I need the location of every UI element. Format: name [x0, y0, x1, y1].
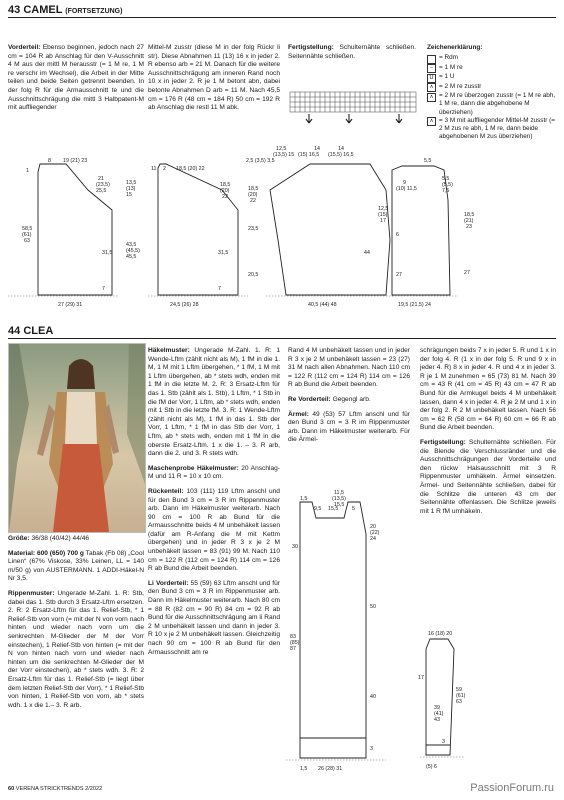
label: 39	[434, 705, 440, 711]
label: 43,5	[126, 242, 137, 248]
legend-title: Zeichenerklärung:	[427, 44, 483, 51]
section-header-43: 43 CAMEL (FORTSETZUNG)	[8, 4, 123, 16]
label: 24	[370, 536, 376, 542]
clea-right-text-1: Rand 4 M unbehäkelt lassen und in jeder R 3 x je 2 M unbehäkelt lassen = 23 (27) 31 M nach allen Abnahmen. Nach 110 cm = 122 R (112 cm = 124 R) 114 cm = 126 R ab Bund die Arbeit beenden. Re Vorderteil: Gegengl arb. Ärmel: 49 (53) 57 Lftm anschl und für den Bund 3 cm = 3 R im Rippenmuster arb. Dann im Häkelmuster weiterarb. Für die Ärmel-	[288, 347, 410, 444]
label: 3	[442, 739, 445, 745]
label: 11	[151, 166, 157, 172]
section-header-44: 44 CLEA	[8, 325, 54, 337]
label: 44	[364, 250, 370, 256]
label: 1	[26, 168, 29, 174]
label: (15,5) 16,5	[328, 152, 354, 158]
legend-item: ∧ = 2 M re zusstr	[427, 83, 559, 93]
legend-item: = Rdm	[427, 54, 559, 64]
label: 23,5	[248, 226, 259, 232]
label: 5	[352, 506, 355, 512]
label: 1,5	[300, 496, 308, 502]
label: 16 (18) 20	[428, 631, 453, 637]
label: 8	[48, 158, 51, 164]
selvedge-icon	[427, 55, 436, 64]
label: 3	[370, 746, 373, 752]
legend-item: – = 1 M re	[427, 64, 559, 74]
page-footer: 60 VERENA STRICKTRENDS 2/2022	[8, 786, 103, 792]
label: 19 (21) 23	[63, 158, 88, 164]
legend-item: U = 1 U	[427, 73, 559, 83]
vorderteil-text: Vorderteil: Ebenso beginnen, jedoch nach 27 cm = 104 R ab Anschlag für den V-Ausschnitt 4 M aus der mittl M herausstr (= 1 M re, 1 M re verschr im Wechsel), die Arbeit in der Mitte teilen und beide Seiten getrennt beenden. In der folg R für die Armausschnitt te und die Ausschnittschrägung die mittl 3 Halbpatent-M mit auffliegender	[8, 44, 144, 112]
label: 22	[250, 198, 256, 204]
label: 40,5 (44) 48	[308, 302, 337, 308]
clea-mid-text	[148, 347, 280, 657]
knit-stitch-icon: –	[427, 64, 436, 73]
watermark: PassionForum.ru	[470, 782, 554, 794]
re-vorderteil-text: Re Vorderteil: Gegengl arb.	[288, 395, 371, 403]
haekelmuster-text: Häkelmuster: Ungerade M-Zahl. 1. R: 1 Wende-Lftm (zählt nicht als M), 1 fM in die 1. M, 1 M mit 1 Lftm übergehen, * 1 fM, 1 M mit 1 Lftm übergehen, ab * stets wdh, enden mit 1 fM in die letzte M. 2. R: 3 Ersatz-Lftm für das 1. Stb (zählt als 1. Stb), 1 Lftm, * 1 Stb in die fM der Vorr, 1 Lftm, ab * stets wdh, enden mit 1 Stb in die letzte fM. 3. R: 1 Wende-Lftm (zählt nicht als M), 1 fM in das 1. Stb der Vorr, 1 Lftm, * 1 fM in das Stb der Vorr, 1 Lftm, ab * stets wdh, enden mit 1 fM in die oberste Ersatz-Lftm. 1 x die 1. – 3. R arb, dann die 2. und 3. R stets wdh.	[148, 347, 280, 458]
label: (13,5)	[332, 496, 346, 502]
vorderteil-text-cont: Mittel-M zusstr (diese M in der folg Rückr li str). Diese Abnahmen 11 (13) 16 x in jeder 2. R ebenso arb = 21 M. Danach für die weitere Ausschnittschrägung am inneren Rand noch 10 x in jeder 2. R je 1 M betont abn, dabei betonte Abnahmen D arb = 11 M. Nach 45,5 cm = 176 R (48 cm = 184 R) 50 cm = 192 R ab Anschlag die restl 11 M abk.	[148, 44, 280, 112]
label: 9,5	[314, 506, 322, 512]
label: 19,5 (21,5) 24	[398, 302, 431, 308]
label: 63	[456, 699, 462, 705]
legend	[427, 44, 559, 141]
label: (15)	[378, 212, 388, 218]
camel-schematics	[8, 146, 560, 320]
yarn-over-icon: U	[427, 74, 436, 83]
label: 26 (28) 31	[318, 766, 343, 772]
label: 30	[292, 544, 298, 550]
label: 12,5	[378, 206, 389, 212]
label: (61)	[456, 693, 466, 699]
label: 43	[434, 717, 440, 723]
label: 13,5	[126, 180, 137, 186]
rippenmuster-text: Rippenmuster: Ungerade M-Zahl. 1. R: Stb, dabei das 1. Stb durch 3 Ersatz-Lftm ersetzen. 2. R: 2 Ersatz-Lftm für das 1. Relief-Stb, * 1 Relief-Stb von vorn (= mit der N von vorn nach hinten und wieder nach vorn um die senkrechten M-Glieder der M der Vorr einstechen), 1 Relief-Stb von hinten (= mit der N von hinten nach vorn und wieder nach hinten um die senkrechten M-Glieder der M der Vorr einstechen), ab * stets wdh. 3. R: 2 Ersatz-Lftm für das 1. Relief-Stb (= liegt über dem letzten Relief-Stb der Vorr), * 1 Relief-Stb von hinten, 1 Relief-Stb von vorn, ab * stets wdh. 1 x die 1.– 3. R arb.	[8, 589, 144, 709]
label: (41)	[434, 711, 444, 717]
clea-sleeve-schematic	[420, 625, 500, 780]
label: 5,5	[424, 158, 432, 164]
cdd-icon: ∧	[427, 117, 436, 126]
fertigstellung-text-44: Fertigstellung: Schulternähte schließen. Für die Blende die Verschlussränder und die Ausschnittschrägungen der Vorderteile und den rückw Halsausschnitt mit 3 R Rippenmuster umhäkeln. Ärmel einsetzen. Ärmel- und Seitennähte schließen, dabei für die Schlitze die unteren 43 cm der Seitennähte offenlassen. Die Schlitze jeweils mit 1 R fM umhäkeln.	[420, 438, 556, 515]
li-vorderteil-text: Li Vorderteil: 55 (59) 63 Lftm anschl und für den Bund 3 cm = 3 R im Rippenmuster arb. Dann im Häkelmuster weiterarb. Nach 80 cm = 88 R (82 cm = 90 R) 84 cm = 92 R ab Bund für die Ausschnittschrägung am li Rand 2 M unbehäkelt lassen und dann in jeder 3. R 10 x je 2 M unbehäkelt lassen. Gleichzeitig nach 90 cm = 100 R ab Bund für den Armausschnitt am re	[148, 579, 280, 656]
label: 15,5	[334, 502, 345, 508]
maschenprobe-text: Maschenprobe Häkelmuster: 20 Anschlag-M und 11 R = 10 x 10 cm.	[148, 464, 280, 481]
model-photo	[8, 343, 146, 533]
clea-left-text	[8, 535, 144, 710]
label: (5) 6	[426, 764, 437, 770]
label: 25,5	[96, 188, 107, 194]
label: (23,5)	[96, 182, 110, 188]
label: (13,5) 15	[273, 152, 295, 158]
label: 7	[218, 286, 221, 292]
label: 1,5	[300, 766, 308, 772]
clea-right-text-2: schrägungen beids 7 x in jeder 5. R und 1 x in der folg 4. R (1 x in der folg 5. R und 9 x in jeder 4. R) 8 x in jeder 4. R und 4 x in jeder 3. R je 1 M zunehmen = 65 (73) 81 M. Nach 39 cm = 43 R (41 cm = 45 R) 43 cm = 47 R ab Bund für die Armkugel beids 4 M unbehäkelt lassen, dann 4 x in jeder 4. R je 2 M und 1 x in der folg 2. R 2 M unbehäkelt lassen. Nach 56 cm = 62 R (58 cm = 64 R) 60 cm = 66 R ab Bund die Arbeit beenden. Fertigstellung: Schulternähte schließen. Für die Blende die Verschlussränder und die Ausschnittschrägungen der Vorderteile und den rückw Halsausschnitt mit 3 R Rippenmuster umhäkeln. Ärmel einsetzen. Ärmel- und Seitennähte schließen, dabei für die Schlitze die unteren 43 cm der Seitennähte offenlassen. Die Schlitze jeweils mit 1 R fM umhäkeln.	[420, 347, 556, 515]
label: 27	[464, 270, 470, 276]
label: 17	[380, 218, 386, 224]
label: (45,5)	[126, 248, 140, 254]
label: 50	[370, 604, 376, 610]
label: (15) 16,5	[298, 152, 320, 158]
legend-item: ∧ = 3 M mit auffliegender Mittel-M zusstr (= 2 M zus re abh, 1 M re, dann beide abgehobenen M zus überziehen)	[427, 117, 559, 142]
label: 31,5	[218, 250, 229, 256]
label: 23	[466, 224, 472, 230]
label: 20,5	[248, 272, 259, 278]
label: (5,5)	[442, 182, 453, 188]
label: 14	[314, 146, 320, 152]
label: 6	[396, 232, 399, 238]
label: 59	[456, 687, 462, 693]
label: 87	[290, 646, 296, 652]
label: 45,5	[126, 254, 137, 260]
ssk-icon: ∧	[427, 93, 436, 102]
label: 5,5	[442, 176, 450, 182]
label: 27	[396, 272, 402, 278]
rueckenteil-text: Rückenteil: 103 (111) 119 Lftm anschl und für den Bund 3 cm = 3 R im Rippenmuster arb. Dann im Häkelmuster weiterarb. Nach 90 cm = 100 R ab Bund für die Armausschnitte beids 4 M unbehäkelt lassen (dafür am R-Anfang die M mit Kettm übergehen) und in jeder R 3 x je 2 M unbehäkelt lassen = 83 (91) 99 M. Nach 110 cm = 122 R (112 cm = 124 R) 114 cm = 126 R ab Bund die Arbeit beenden.	[148, 487, 280, 573]
k2tog-icon: ∧	[427, 83, 436, 92]
label: 21	[98, 176, 104, 182]
label: 83	[290, 634, 296, 640]
label: 7	[102, 286, 105, 292]
label: (13)	[126, 186, 136, 192]
label: (22)	[370, 530, 380, 536]
label: 20	[370, 524, 376, 530]
label: (61)	[22, 232, 32, 238]
label: 58,5	[22, 226, 33, 232]
label: 14	[338, 146, 344, 152]
label: (21)	[464, 218, 474, 224]
label: 15	[126, 192, 132, 198]
clea-body-schematic	[286, 488, 416, 778]
label: 18,5	[220, 182, 231, 188]
label: 24,5 (26) 28	[170, 302, 199, 308]
aermel-text: Ärmel: 49 (53) 57 Lftm anschl und für den Bund 3 cm = 3 R im Rippenmuster arb. Dann im Häkelmuster weiterarb. Für die Ärmel-	[288, 410, 410, 444]
label: 2	[163, 166, 166, 172]
label: 18,5	[464, 212, 475, 218]
label: 22	[222, 194, 228, 200]
stitch-chart	[289, 86, 419, 126]
label: 31,5	[102, 250, 113, 256]
label: 40	[370, 694, 376, 700]
label: (10) 11,5	[396, 186, 417, 192]
label: 11,5	[334, 490, 344, 496]
size-line: Größe: 36/38 (40/42) 44/46	[8, 535, 90, 542]
fertigstellung-text: Fertigstellung: Schulternähte schließen. Seitennähte schließen.	[288, 44, 416, 60]
label: (85)	[290, 640, 300, 646]
material-text: Material: 600 (650) 700 g Tabak (Fb 08) „Cool Linen“ (67% Viskose, 33% Leinen, LL = 140 m/50 g) von AUSTERMANN. 1 ADDI-Häkel-N Nr 3,5.	[8, 549, 144, 583]
label: 18,5 (20) 22	[176, 166, 205, 172]
label: 15,5	[328, 506, 339, 512]
label: 12,5	[276, 146, 287, 152]
header-rule	[8, 338, 556, 339]
label: (20)	[248, 192, 258, 198]
header-rule	[8, 17, 556, 18]
label: (20)	[220, 188, 230, 194]
legend-item: ∧ = 2 M re überzogen zusstr (= 1 M re abh, 1 M re, dann die abgehobene M überziehen)	[427, 92, 559, 117]
label: 17	[418, 675, 424, 681]
label: 7,5	[442, 188, 450, 194]
label: 63	[24, 238, 30, 244]
label: 2,5 (3,5) 3,5	[246, 158, 275, 164]
label: 27 (29) 31	[58, 302, 83, 308]
label: 9	[403, 180, 406, 186]
label: 18,5	[248, 186, 259, 192]
